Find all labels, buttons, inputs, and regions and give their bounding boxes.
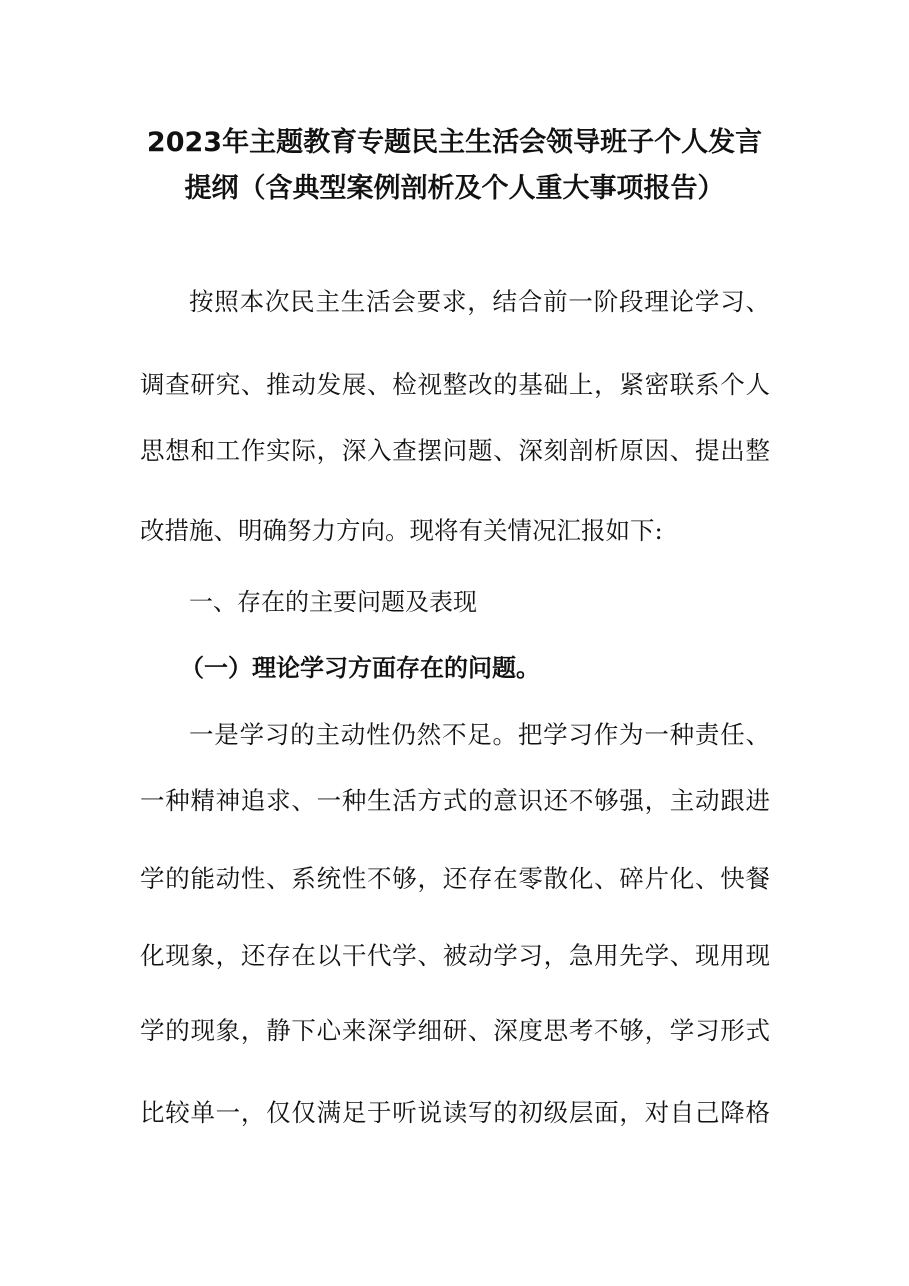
body-paragraph-line: 一是学习的主动性仍然不足。把学习作为一种责任、 (189, 720, 770, 749)
body-paragraph-line: 学的现象，静下心来深学细研、深度思考不够，学习形式 (140, 1016, 770, 1045)
document-title-line-2: 提纲（含典型案例剖析及个人重大事项报告） (184, 173, 725, 204)
intro-paragraph-line: 思想和工作实际，深入查摆问题、深刻剖析原因、提出整 (140, 436, 770, 465)
body-paragraph-line: 化现象，还存在以干代学、被动学习，急用先学、现用现 (140, 941, 770, 970)
document-title-line-1: 2023年主题教育专题民主生活会领导班子个人发言 (146, 127, 763, 158)
body-paragraph-line: 一种精神追求、一种生活方式的意识还不够强，主动跟进 (140, 786, 770, 815)
intro-paragraph-line: 改措施、明确努力方向。现将有关情况汇报如下: (140, 516, 663, 545)
section-heading: 一、存在的主要问题及表现 (189, 588, 477, 616)
body-paragraph-line: 比较单一，仅仅满足于听说读写的初级层面，对自己降格 (140, 1098, 770, 1127)
intro-paragraph-line: 调查研究、推动发展、检视整改的基础上，紧密联系个人 (140, 370, 770, 399)
intro-paragraph-line: 按照本次民主生活会要求，结合前一阶段理论学习、 (189, 287, 770, 316)
subsection-heading: （一）理论学习方面存在的问题。 (180, 654, 540, 682)
body-paragraph-line: 学的能动性、系统性不够，还存在零散化、碎片化、快餐 (140, 864, 770, 893)
